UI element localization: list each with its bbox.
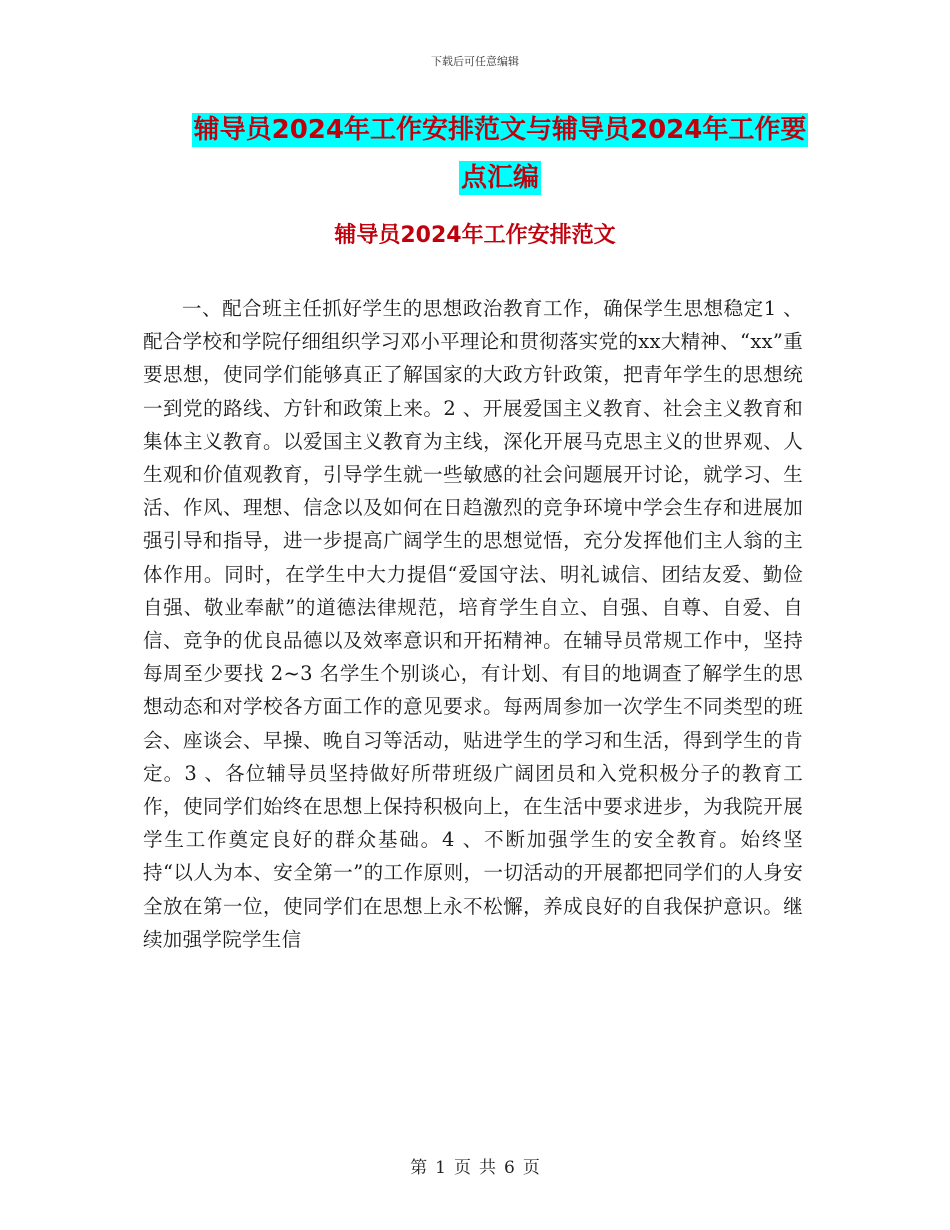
footer-total-label: 共 <box>479 1158 496 1178</box>
body-paragraph: 一、配合班主任抓好学生的思想政治教育工作，确保学生思想稳定1 、配合学校和学院仔细组织学习邓小平理论和贯彻落实党的xx大精神、“xx”重要思想，使同学们能够真正了解国家的大政方针政策，把青年学生的思想统一到党的路线、方针和政策上来。2 、开展爱国主义教育、社会主义教育和集体主义教育。以爱国主义教育为主线，深化开展马克思主义的世界观、人生观和价值观教育，引导学生就一些敏感的社会问题展开讨论，就学习、生活、作风、理想、信念以及如何在日趋激烈的竞争环境中学会生存和进展加强引导和指导，进一步提高广阔学生的思想觉悟，充分发挥他们主人翁的主体作用。同时，在学生中大力提倡“爱国守法、明礼诚信、团结友爱、勤俭自强、敬业奉献”的道德法律规范，培育学生自立、自强、自尊、自爱、自信、竞争的优良品德以及效率意识和开拓精神。在辅导员常规工作中，坚持 每周至少要找 2~3 名学生个别谈心，有计划、有目的地调查了解学生的思想动态和对学校各方面工作的意见要求。每两周参加一次学生不同类型的班会、座谈会、早操、晚自习等活动，贴进学生的学习和生活，得到学生的肯定。3 、各位辅导员坚持做好所带班级广阔团员和入党积极分子的教育工作，使同学们始终在思想上保持积极向上，在生活中要求进步，为我院开展学生工作奠定良好的群众基础。4 、不断加强学生的安全教育。始终坚持“以人为本、安全第一”的工作原则，一切活动的开展都把同学们的人身安全放在第一位，使同学们在思想上永不松懈，养成良好的自我保护意识。继续加强学院学生信 <box>143 297 803 951</box>
header-note: 下载后可任意编辑 <box>431 55 519 68</box>
document-title <box>190 106 810 202</box>
footer-current-page: 1 <box>435 1158 446 1178</box>
footer-total-unit: 页 <box>522 1158 540 1178</box>
section-title: 辅导员2024年工作安排范文 <box>334 223 616 248</box>
page-footer <box>0 1153 950 1178</box>
footer-page-unit: 页 <box>454 1158 471 1178</box>
document-title-line-1: 辅导员2024年工作安排范文与辅导员2024年工作要 <box>193 115 807 145</box>
footer-total-pages: 6 <box>504 1158 515 1178</box>
document-title-line-2: 点汇编 <box>460 163 539 193</box>
footer-page-label: 第 <box>410 1158 428 1178</box>
